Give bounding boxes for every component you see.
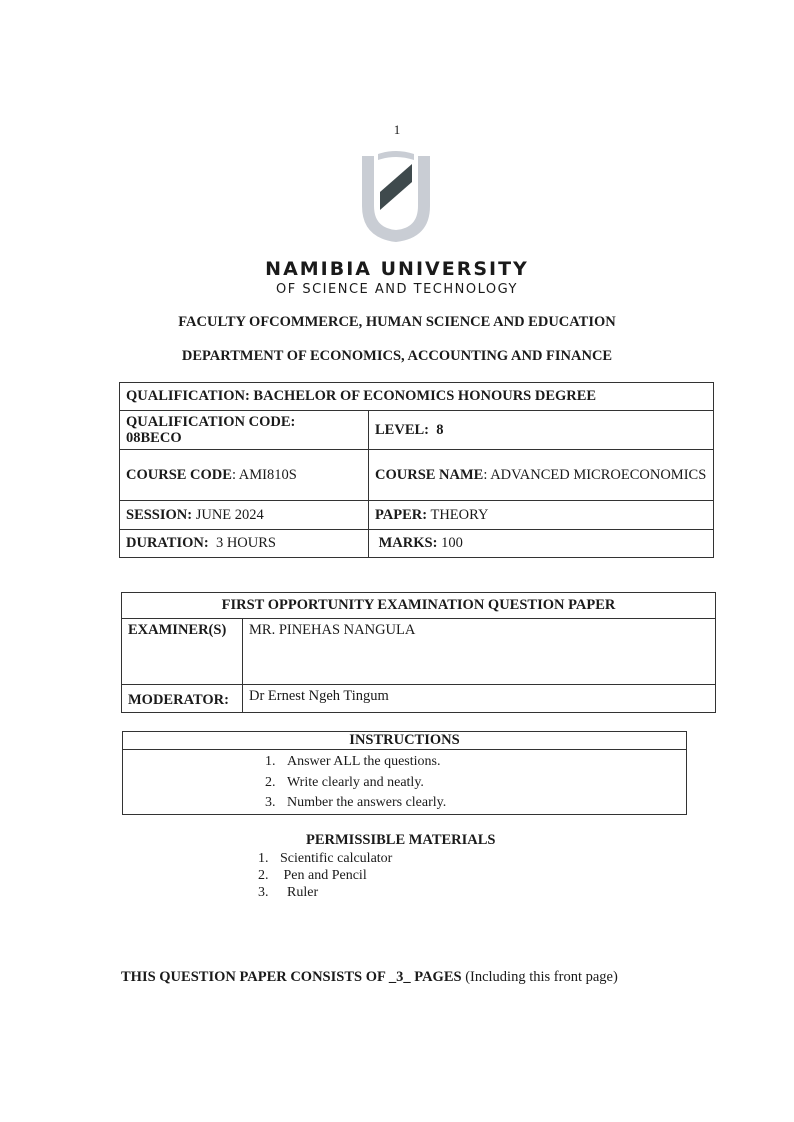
- qualification-code-label: QUALIFICATION CODE:: [126, 414, 296, 430]
- paper-value: THEORY: [427, 506, 489, 523]
- session-cell: [120, 501, 369, 530]
- duration-value: 3 HOURS: [208, 535, 276, 551]
- session-value: JUNE 2024: [192, 506, 264, 523]
- page-count-bold: THIS QUESTION PAPER CONSISTS OF _3_ PAGES: [121, 969, 462, 985]
- nust-shield-logo-icon: [358, 148, 434, 244]
- qualification-code-cell: [120, 411, 369, 450]
- qualification-title: QUALIFICATION: BACHELOR OF ECONOMICS HONOURS DEGREE: [120, 383, 714, 411]
- course-name-value: : ADVANCED MICROECONOMICS: [483, 466, 707, 483]
- university-subtitle: OF SCIENCE AND TECHNOLOGY: [276, 282, 518, 297]
- marks-value: 100: [437, 535, 463, 551]
- paper-cell: [369, 501, 714, 530]
- material-item: 2. Pen and Pencil: [258, 868, 367, 883]
- instructions-title: INSTRUCTIONS: [123, 732, 686, 750]
- instruction-item: 1. Answer ALL the questions.: [265, 754, 441, 769]
- exam-title: FIRST OPPORTUNITY EXAMINATION QUESTION PAPER: [122, 593, 716, 619]
- level-value: 8: [436, 421, 444, 438]
- course-code-value: : AMI810S: [231, 466, 297, 483]
- paper-label: PAPER:: [375, 506, 428, 523]
- duration-cell: [120, 530, 369, 558]
- examiner-label-cell: [122, 619, 243, 685]
- course-code-cell: [120, 450, 369, 501]
- materials-list: [258, 850, 392, 901]
- instruction-item: 2. Write clearly and neatly.: [265, 774, 424, 790]
- moderator-label: MODERATOR:: [128, 692, 229, 708]
- department-heading: DEPARTMENT OF ECONOMICS, ACCOUNTING AND FINANCE: [181, 348, 613, 364]
- marks-label: MARKS:: [378, 535, 438, 551]
- course-name-label: COURSE NAME: [375, 466, 484, 483]
- instructions-list: [123, 750, 686, 814]
- moderator-label-cell: [122, 685, 243, 713]
- examination-table: [121, 592, 716, 713]
- course-code-label: COURSE CODE: [126, 466, 232, 483]
- qualification-table: [119, 382, 714, 558]
- page-count-note: [121, 969, 618, 986]
- duration-label: DURATION:: [126, 535, 209, 551]
- session-label: SESSION:: [126, 506, 193, 523]
- course-name-cell: [369, 450, 714, 501]
- instructions-box: [122, 731, 687, 815]
- marks-cell: [369, 530, 714, 558]
- page-count-note-normal: (Including this front page): [461, 969, 618, 985]
- level-label: LEVEL:: [375, 421, 429, 438]
- material-item: 1. Scientific calculator: [258, 851, 393, 866]
- university-name: NAMIBIA UNIVERSITY: [265, 258, 529, 280]
- level-cell: [369, 411, 714, 450]
- material-item: 3. Ruler: [258, 885, 319, 900]
- faculty-heading: FACULTY OFCOMMERCE, HUMAN SCIENCE AND EDUCATION: [178, 314, 616, 330]
- qualification-code-value: 08BECO: [126, 430, 182, 446]
- materials-title: PERMISSIBLE MATERIALS: [306, 832, 496, 848]
- page-number: 1: [393, 122, 401, 137]
- instruction-item: 3. Number the answers clearly.: [265, 795, 447, 810]
- examiner-label: EXAMINER(S): [128, 622, 227, 638]
- moderator-value: Dr Ernest Ngeh Tingum: [243, 685, 716, 713]
- examiner-value: MR. PINEHAS NANGULA: [243, 619, 716, 685]
